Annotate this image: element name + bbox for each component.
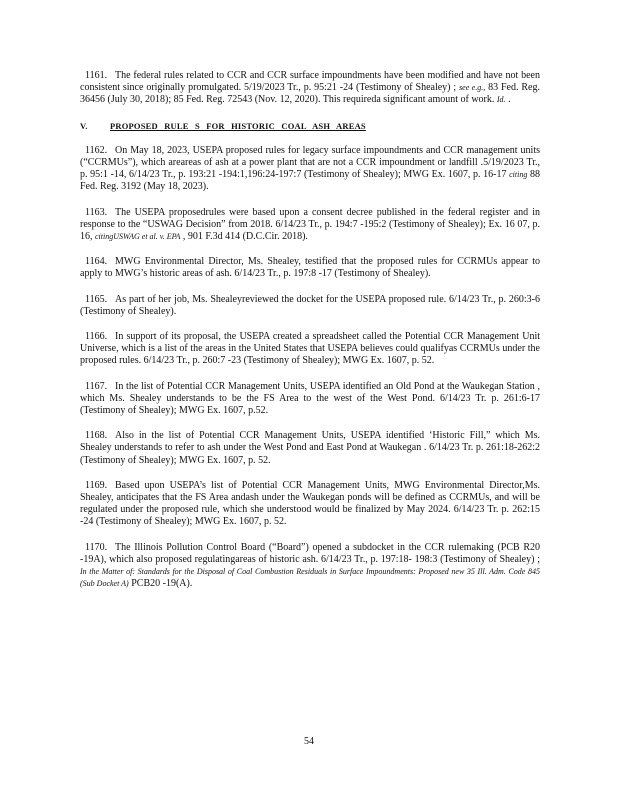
numbered-paragraph [80,480,540,529]
citation-text: citingUSWAG et al. v. EPA [95,232,181,242]
paragraph-text: The Illinois Pollution Control Board (“Board”) opened a subdocket in the CCR rulemaking (PCB R20 -19A), which also proposed regulatingareas of historic ash. 6/14/23 Tr., p. 197:18- 198:3 (Testimony of Shealey) ; [80,541,540,565]
numbered-paragraph [80,70,540,107]
section-number: V. [80,120,88,131]
numbered-paragraph [80,145,540,194]
citation-text: Id. [496,95,506,105]
paragraph-number: 1166. [85,331,108,343]
paragraph-text: . [505,94,511,106]
numbered-paragraph [80,430,540,467]
paragraph-text: On May 18, 2023, USEPA proposed rules for legacy surface impoundments and CCR management units (“CCRMUs”), which areareas of ash at a power plant that are not a CCR impoundment or landfill .5/19/2023 Tr., p. 95:1 -14, 6/14/23 Tr., p. 193:21 -194:1,196:24-197:7 (Testimony of Shealey); MWG Ex. 1607, p. 16-17 [80,144,540,181]
numbered-paragraph [80,294,540,318]
paragraph-number: 1164. [85,256,108,268]
paragraph-text: In the list of Potential CCR Management Units, USEPA identified an Old Pond at the Waukegan Station , which Ms. Shealey understands to be the FS Area to the west of the West Pond. 6/14/23 Tr. p. 261:6-17 (Testimony of Shealey); MWG Ex. 1607, p.52. [80,380,540,417]
page-number: 54 [304,736,314,747]
paragraph-text: MWG Environmental Director, Ms. Shealey, testified that the proposed rules for CCRMUs appear to apply to MWG’s historic areas of ash. 6/14/23 Tr., p. 197:8 -17 (Testimony of Shealey). [80,256,540,280]
section-title: PROPOSED RULE S FOR HISTORIC COAL ASH AREAS [110,120,366,131]
section-heading [80,120,540,132]
document-page [80,70,540,604]
paragraph-number: 1165. [85,293,108,305]
citation-text: In the Matter of: Standards for the Disposal of Coal Combustion Residuals in Surface Impoundments: Proposed new 35 Ill. Adm. Code 845 (Sub Docket A) [80,567,540,589]
paragraph-number: 1167. [85,380,108,392]
paragraph-text: , 901 F.3d 414 (D.C.Cir. 2018). [180,231,308,243]
paragraph-text: In support of its proposal, the USEPA created a spreadsheet called the Potential CCR Management Unit Universe, which is a list of the areas in the United States that USEPA believes could qualifyas CCRMUs under the proposed rules. 6/14/23 Tr., p. 260:7 -23 (Testimony of Shealey); MWG Ex. 1607, p. 52. [80,331,540,367]
paragraph-text: Also in the list of Potential CCR Management Units, USEPA identified ‘Historic Fill,” which Ms. Shealey understands to refer to ash under the West Pond and East Pond at Waukegan . 6/14/23 Tr. p. 261:18-262:2 (Testimony of Shealey); MWG Ex. 1607, p. 52. [80,430,540,466]
paragraph-number: 1170. [85,541,108,553]
numbered-paragraph [80,207,540,244]
paragraph-number: 1162. [85,144,108,156]
paragraph-text: The federal rules related to CCR and CCR surface impoundments have been modified and have not been consistent since originally promulgated. 5/19/2023 Tr., p. 95:21 -24 (Testimony of Shealey) ; [80,70,540,94]
paragraph-number: 1161. [85,70,108,81]
numbered-paragraph [80,331,540,368]
paragraph-text: 88 Fed. Reg. 3192 (May 18, 2023). [80,169,540,193]
numbered-paragraph [80,381,540,418]
paragraph-text: The USEPA proposedrules were based upon a consent decree published in the federal register and in response to the “USWAG Decision” from 2018. 6/14/23 Tr., p. 194:7 -195:2 (Testimony of Shealey); Ex. 16 07, p. 16, [80,206,540,243]
paragraph-text: PCB20 -19(A). [128,578,193,590]
paragraph-text: Based upon USEPA’s list of Potential CCR Management Units, MWG Environmental Director,Ms. Shealey, anticipates that the FS Area andash under the Waukegan ponds will be defined as CCRMUs, and will be regulated under the proposed rule, which she understood would be finalized by May 2024. 6/14/23 Tr. p. 262:15 -24 (Testimony of Shealey); MWG Ex. 1607, p. 52. [80,479,540,528]
paragraph-number: 1163. [85,206,108,218]
citation-text: see e.g., [459,83,486,93]
citation-text: citing [509,170,528,180]
numbered-paragraph [80,256,540,280]
paragraph-number: 1169. [85,479,108,491]
paragraph-text: 83 Fed. Reg. 36456 (July 30, 2018); 85 Fed. Reg. 72543 (Nov. 12, 2020). This requireda significant amount of work. [80,82,540,106]
paragraph-number: 1168. [85,430,108,442]
numbered-paragraph [80,542,540,591]
paragraph-text: As part of her job, Ms. Shealeyreviewed the docket for the USEPA proposed rule. 6/14/23 Tr., p. 260:3-6 (Testimony of Shealey). [80,293,540,317]
